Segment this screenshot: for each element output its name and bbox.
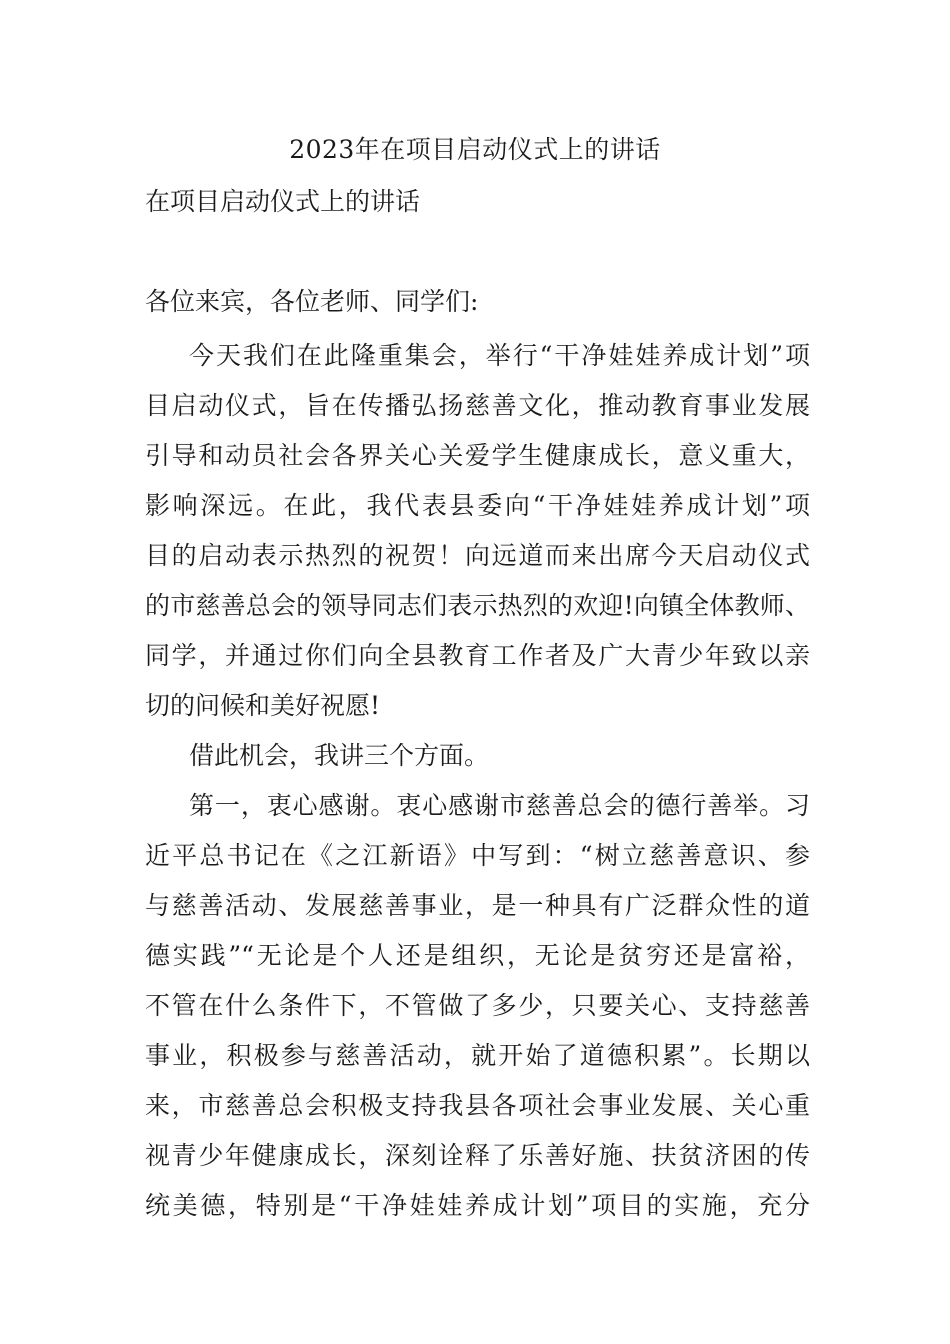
- text-line: 近平总书记在《之江新语》中写到：“树立慈善意识、参: [145, 841, 810, 870]
- paragraph-opening: [145, 331, 810, 731]
- text-line: 统美德，特别是“干净娃娃养成计划”项目的实施，充分: [145, 1191, 810, 1220]
- text-line: 第一，衷心感谢。衷心感谢市慈善总会的德行善举。习: [189, 791, 810, 820]
- text-line: 切的问候和美好祝愿!: [145, 691, 381, 720]
- text-line: 目启动仪式，旨在传播弘扬慈善文化，推动教育事业发展: [145, 391, 810, 420]
- text-line: 事业，积极参与慈善活动，就开始了道德积累”。长期以: [145, 1041, 810, 1070]
- text-line: 德实践”“无论是个人还是组织，无论是贫穷还是富裕，: [145, 941, 810, 970]
- paragraph-first-point: [145, 781, 810, 1231]
- document-title: 2023年在项目启动仪式上的讲话: [289, 135, 661, 164]
- text-line: 与慈善活动、发展慈善事业，是一种具有广泛群众性的道: [145, 891, 810, 920]
- greeting-line: 各位来宾，各位老师、同学们:: [145, 287, 479, 316]
- document-subtitle: 在项目启动仪式上的讲话: [145, 187, 421, 216]
- text-line: 来，市慈善总会积极支持我县各项社会事业发展、关心重: [145, 1091, 810, 1120]
- text-line: 目的启动表示热烈的祝贺！向远道而来出席今天启动仪式: [145, 541, 810, 570]
- text-line: 不管在什么条件下，不管做了多少，只要关心、支持慈善: [145, 991, 810, 1020]
- text-line: 引导和动员社会各界关心关爱学生健康成长，意义重大，: [145, 441, 810, 470]
- text-line: 同学，并通过你们向全县教育工作者及广大青少年致以亲: [145, 641, 810, 670]
- text-line: 视青少年健康成长，深刻诠释了乐善好施、扶贫济困的传: [145, 1141, 810, 1170]
- text-line: 影响深远。在此，我代表县委向“干净娃娃养成计划”项: [145, 491, 810, 520]
- text-line: 今天我们在此隆重集会，举行“干净娃娃养成计划”项: [189, 341, 810, 370]
- text-line: 的市慈善总会的领导同志们表示热烈的欢迎!向镇全体教师、: [145, 591, 810, 620]
- paragraph-intro: [145, 731, 810, 781]
- speech-body: [145, 331, 810, 1231]
- text-line: 借此机会，我讲三个方面。: [189, 741, 490, 770]
